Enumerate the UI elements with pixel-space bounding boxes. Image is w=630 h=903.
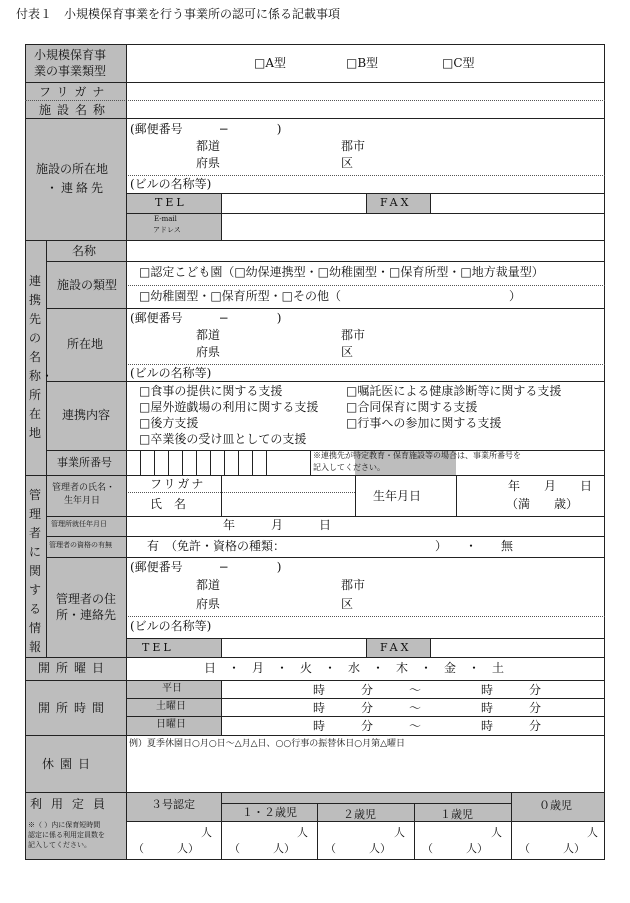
kanrisha-fuken: 府県 — [196, 597, 221, 611]
kanrisha-addr-label-2: 所・連絡先 — [56, 608, 117, 622]
shisetsu-name-input[interactable] — [127, 101, 604, 117]
page-title: 付表１ 小規模保育事業を行う事業所の認可に係る記載事項 — [16, 7, 341, 21]
kanrisha-gunshi: 郡市 — [341, 578, 366, 592]
jikan-day-saturday: 土曜日 — [156, 701, 186, 712]
renkei-c1[interactable]: □食事の提供に関する支援 — [139, 384, 283, 398]
jigyo-ruikei-label-2: 業の事業類型 — [34, 64, 107, 78]
renkei-gunshi: 郡市 — [341, 328, 366, 342]
start-label: 管理所就任年月日 — [51, 520, 107, 528]
kanrisha-name-label-2: 生年月日 — [64, 496, 101, 506]
teiin-3go-nin[interactable]: 人 — [201, 826, 212, 839]
building-field[interactable]: (ビルの名称等) — [130, 177, 212, 191]
kaisho-youbi-label: 開所曜日 — [38, 661, 111, 675]
kanrisha-tel-label: TEL — [142, 641, 174, 654]
type-b-checkbox[interactable]: □B型 — [346, 56, 379, 70]
renkei-c6[interactable]: □行事への参加に関する支援 — [346, 416, 502, 430]
todo-text: 都道 — [196, 139, 221, 153]
renkei-c3[interactable]: □屋外遊戯場の利用に関する支援 — [139, 400, 319, 414]
renkei-name-input[interactable] — [127, 241, 604, 260]
renkei-c5[interactable]: □後方支援 — [139, 416, 199, 430]
renkei-todo: 都道 — [196, 328, 221, 342]
teiin-col-12: １・２歳児 — [242, 806, 297, 819]
tel-input[interactable] — [222, 194, 365, 212]
renkei-ku: 区 — [341, 345, 354, 359]
teiin-12-short[interactable]: （ 人） — [229, 842, 295, 855]
teiin-2-short[interactable]: （ 人） — [325, 842, 391, 855]
kanrisha-furigana: フリガナ — [150, 477, 206, 491]
teiin-col-0: ０歳児 — [539, 799, 572, 812]
teiin-0-short[interactable]: （ 人） — [519, 842, 585, 855]
kyuen-example: 例）夏季休園日○月○日〜△月△日、○○行事の振替休日○月第△曜日 — [129, 739, 406, 749]
teiin-col-1: １歳児 — [440, 808, 473, 821]
kyuen-input[interactable] — [127, 752, 604, 791]
fax-input[interactable] — [431, 194, 604, 212]
renkei-name-label: 名称 — [72, 244, 97, 258]
jikan-weekday-time[interactable]: 時 分 〜 時 分 — [313, 683, 542, 697]
ku-text: 区 — [341, 156, 354, 170]
renkei-postal[interactable]: (郵便番号 − ) — [130, 311, 282, 325]
kaisho-youbi-days[interactable]: 日 ・ 月 ・ 火 ・ 水 ・ 木 ・ 金 ・ 土 — [204, 661, 505, 675]
email-input[interactable] — [222, 214, 604, 239]
postal-field[interactable]: (郵便番号 − ) — [130, 122, 282, 136]
renkei-building[interactable]: (ビルの名称等) — [130, 366, 212, 380]
teiin-note-3: 記入してください。 — [28, 841, 91, 849]
kanrisha-name-label-1: 管理者の氏名・ — [52, 483, 116, 493]
fax-label: FAX — [380, 196, 412, 209]
teiin-2-nin[interactable]: 人 — [394, 826, 405, 839]
jikan-saturday-time[interactable]: 時 分 〜 時 分 — [313, 701, 542, 715]
jigyosho-label: 事業所番号 — [57, 456, 112, 469]
kanrisha-fax-label: FAX — [380, 641, 412, 654]
renkei-addr-label: 所在地 — [67, 337, 104, 351]
kanrisha-ku: 区 — [341, 597, 354, 611]
type-c-checkbox[interactable]: □C型 — [442, 56, 475, 70]
type-a-checkbox[interactable]: □A型 — [254, 56, 287, 70]
kaisho-jikan-label: 開所時間 — [38, 701, 111, 715]
renkei-type-line-1[interactable]: □認定こども園（□幼保連携型・□幼稚園型・□保育所型・□地方裁量型） — [139, 265, 544, 279]
kanrisha-postal[interactable]: (郵便番号 − ) — [130, 560, 282, 574]
renkei-c7[interactable]: □卒業後の受け皿としての支援 — [139, 432, 307, 446]
teiin-label: 利用定員 — [30, 797, 115, 811]
kanrisha-side-label: 管理者に関する情報 — [29, 488, 42, 654]
fuken-text: 府県 — [196, 156, 221, 170]
furigana-input[interactable] — [127, 83, 604, 99]
renkei-c2[interactable]: □嘱託医による健康診断等に関する支援 — [346, 384, 562, 398]
teiin-col-2: ２歳児 — [343, 808, 376, 821]
jikan-sunday-time[interactable]: 時 分 〜 時 分 — [313, 719, 542, 733]
birth-label: 生年月日 — [373, 489, 422, 503]
start-ymd[interactable]: 年 月 日 — [223, 518, 332, 532]
birth-age[interactable]: （満 歳） — [506, 497, 579, 511]
teiin-1-short[interactable]: （ 人） — [422, 842, 488, 855]
kanrisha-addr-label-1: 管理者の住 — [56, 592, 117, 606]
furigana-label: フリガナ — [39, 85, 111, 99]
teiin-note-1: ※（ ）内に保育短時間 — [28, 821, 101, 829]
birth-ymd[interactable]: 年 月 日 — [508, 479, 593, 493]
shisetsu-address-label-2: ・連絡先 — [46, 181, 107, 195]
kanrisha-building[interactable]: (ビルの名称等) — [130, 619, 212, 633]
jikan-day-weekday: 平日 — [162, 683, 182, 694]
teiin-0-nin[interactable]: 人 — [587, 826, 598, 839]
renkei-side-label: 連携先の名称・所在地 — [29, 274, 54, 440]
teiin-note-2: 認定に係る利用定員数を — [28, 831, 105, 839]
tel-label: TEL — [155, 196, 187, 209]
kanrisha-shimei: 氏 名 — [150, 497, 187, 511]
renkei-c4[interactable]: □合同保育に関する支援 — [346, 400, 478, 414]
qual-text[interactable]: 有 （免許・資格の種類： ） ・ 無 — [147, 539, 514, 553]
email-label-2: アドレス — [153, 226, 181, 234]
teiin-12-nin[interactable]: 人 — [297, 826, 308, 839]
renkei-type-label: 施設の類型 — [57, 278, 118, 292]
teiin-col-3go: ３号認定 — [151, 798, 195, 811]
renkei-fuken: 府県 — [196, 345, 221, 359]
gunshi-text: 郡市 — [341, 139, 366, 153]
jigyo-ruikei-label-1: 小規模保育事 — [34, 48, 107, 62]
email-label-1: E-mail — [154, 215, 177, 223]
kanrisha-todo: 都道 — [196, 578, 221, 592]
kyuen-label: 休園日 — [42, 757, 97, 771]
shisetsu-name-label: 施設名称 — [39, 103, 112, 117]
jigyosho-note-1: ※連携先が特定教育・保育施設等の場合は、事業所番号を — [313, 451, 521, 460]
jikan-day-sunday: 日曜日 — [156, 719, 186, 730]
renkei-type-line-2[interactable]: □幼稚園型・□保育所型・□その他（ ） — [139, 289, 522, 303]
qual-label: 管理者の資格の有無 — [49, 541, 112, 549]
teiin-3go-short[interactable]: （ 人） — [133, 842, 199, 855]
shisetsu-address-label-1: 施設の所在地 — [36, 162, 109, 176]
jigyosho-note-2: 記入してください。 — [313, 463, 385, 472]
teiin-1-nin[interactable]: 人 — [491, 826, 502, 839]
renkei-content-label: 連携内容 — [62, 408, 111, 422]
